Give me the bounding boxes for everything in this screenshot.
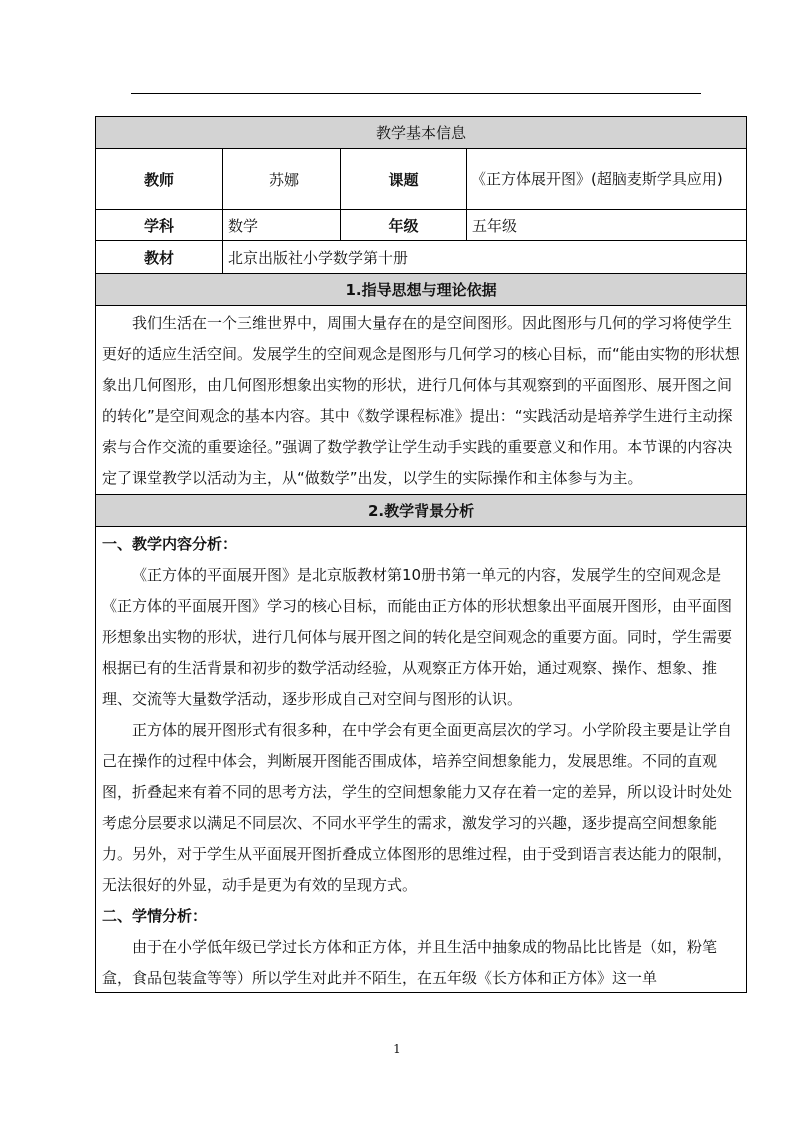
textbook-label: 教材 bbox=[96, 241, 223, 274]
teacher-value: 苏娜 bbox=[223, 149, 341, 210]
topic-value: 《正方体展开图》(超脑麦斯学具应用) bbox=[467, 149, 747, 210]
teacher-label: 教师 bbox=[96, 149, 223, 210]
content-analysis-paragraph-2: 正方体的展开图形式有很多种，在中学会有更全面更高层次的学习。小学阶段主要是让学自己在操作的过程中体会，判断展开图能否围成体，培养空间想象能力，发展思维。不同的直观图，折叠起来有着不同的思考方法，学生的空间想象能力又存在着一定的差异，所以设计时处处考虑分层要求以满足不同层次、不同水平学生的需求，激发学习的兴趣，逐步提高空间想象能力。另外，对于学生从平面展开图折叠成立体图形的思维过程，由于受到语言表达能力的限制，无法很好的外显，动手是更为有效的呈现方式。 bbox=[102, 721, 733, 894]
topic-label: 课题 bbox=[341, 149, 467, 210]
content-analysis-paragraph-1: 《正方体的平面展开图》是北京版教材第10册书第一单元的内容，发展学生的空间观念是《正方体的平面展开图》学习的核心目标，而能由正方体的形状想象出平面展开图形，由平面图形想象出实物的形状，进行几何体与展开图之间的转化是空间观念的重要方面。同时，学生需要根据已有的生活背景和初步的数学活动经验，从观察正方体开始，通过观察、操作、想象、推理、交流等大量数学活动，逐步形成自己对空间与图形的认识。 bbox=[102, 566, 733, 708]
header-rule bbox=[131, 93, 701, 94]
section2-body bbox=[96, 527, 747, 993]
section1-title: 1.指导思想与理论依据 bbox=[345, 281, 497, 299]
section2-header bbox=[96, 495, 747, 527]
section1-header bbox=[96, 274, 747, 306]
section2-content bbox=[102, 529, 740, 992]
learner-analysis-paragraph: 由于在小学低年级已学过长方体和正方体，并且生活中抽象成的物品比比皆是（如，粉笔盒，食品包装盒等等）所以学生对此并不陌生，在五年级《长方体和正方体》这一单 bbox=[102, 938, 718, 987]
section2-title: 2.教学背景分析 bbox=[367, 502, 475, 520]
basic-info-title: 教学基本信息 bbox=[376, 124, 467, 142]
grade-value: 五年级 bbox=[467, 210, 747, 241]
section1-paragraph: 我们生活在一个三维世界中，周围大量存在的是空间图形。因此图形与几何的学习将使学生更好的适应生活空间。发展学生的空间观念是图形与几何学习的核心目标，而“能由实物的形状想象出几何图形，由几何图形想象出实物的形状，进行几何体与其观察到的平面图形、展开图之间的转化”是空间观念的基本内容。其中《数学课程标准》提出：“实践活动是培养学生进行主动探索与合作交流的重要途径。”强调了数学教学让学生动手实践的重要意义和作用。本节课的内容决定了课堂教学以活动为主，从“做数学”出发，以学生的实际操作和主体参与为主。 bbox=[102, 314, 740, 487]
lesson-plan-table bbox=[95, 116, 747, 993]
grade-label: 年级 bbox=[341, 210, 467, 241]
content-analysis-heading: 一、教学内容分析： bbox=[102, 535, 238, 553]
subject-label: 学科 bbox=[96, 210, 223, 241]
page-number: 1 bbox=[393, 1042, 401, 1056]
learner-analysis-heading: 二、学情分析： bbox=[102, 907, 208, 925]
textbook-value: 北京出版社小学数学第十册 bbox=[223, 241, 747, 274]
section1-body bbox=[96, 306, 747, 495]
basic-info-header bbox=[96, 117, 747, 149]
subject-value: 数学 bbox=[223, 210, 341, 241]
